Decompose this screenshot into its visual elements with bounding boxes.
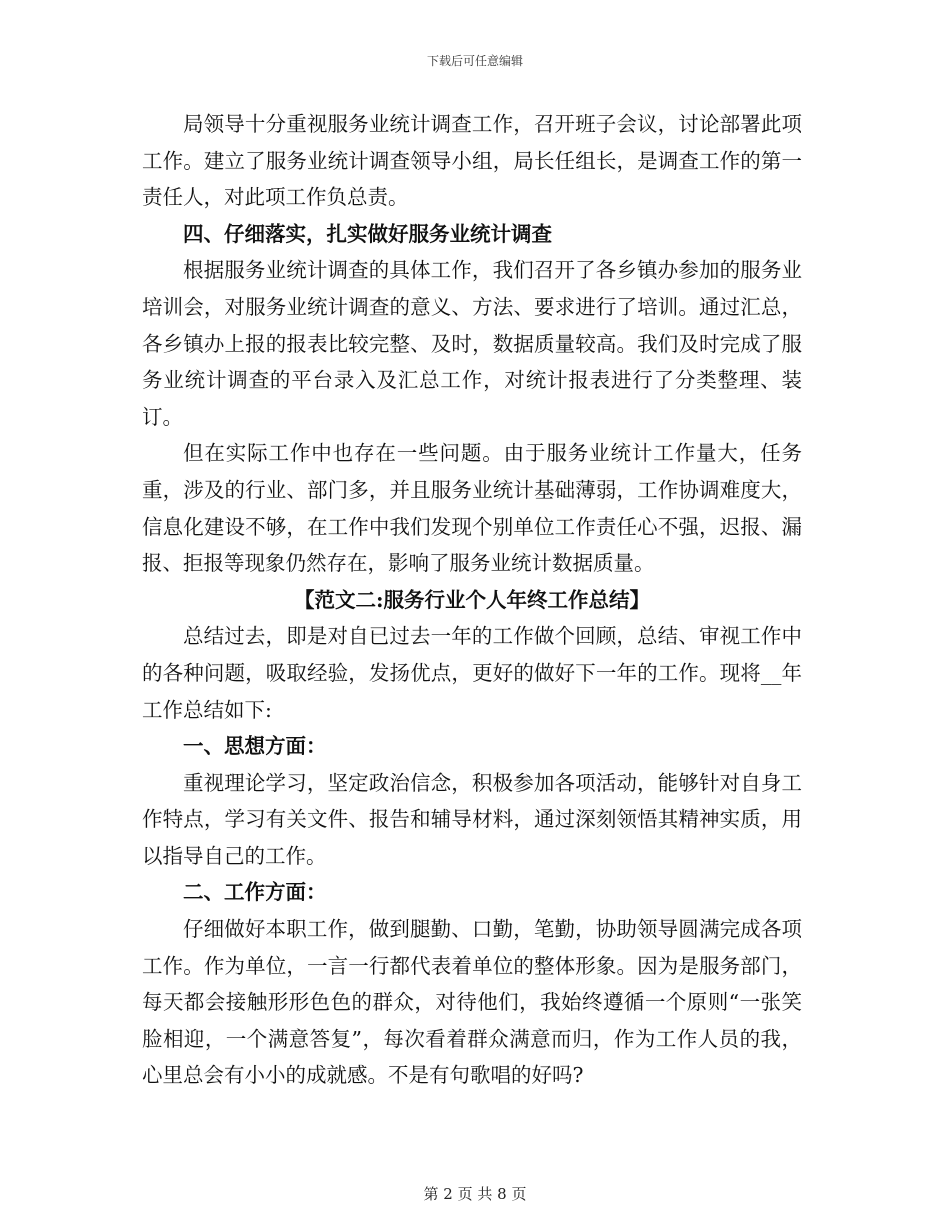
section-heading-work: 二、工作方面： [183, 880, 327, 905]
page-header-note: 下载后可任意编辑 [426, 54, 523, 68]
paragraph-leadership: 局领导十分重视服务业统计调查工作，召开班子会议，讨论部署此项工作。建立了服务业统计调查领导小组，局长任组长，是调查工作的第一责任人，对此项工作负总责。 [142, 112, 802, 210]
paragraph-thought: 重视理论学习，坚定政治信念，积极参加各项活动，能够针对自身工作特点，学习有关文件、报告和辅导材料，通过深刻领悟其精神实质，用以指导自己的工作。 [142, 770, 802, 868]
paragraph-work: 仔细做好本职工作，做到腿勤、口勤，笔勤，协助领导圆满完成各项工作。作为单位，一言一行都代表着单位的整体形象。因为是服务部门，每天都会接触形形色色的群众，对待他们，我始终遵循一个原则“一张笑脸相迎，一个满意答复”，每次看着群众满意而归，作为工作人员的我，心里总会有小小的成就感。不是有句歌唱的好吗? [142, 917, 802, 1088]
page-number-footer: 第 2 页 共 8 页 [423, 1185, 527, 1203]
paragraph-summary-intro: 总结过去，即是对自已过去一年的工作做个回顾，总结、审视工作中的各种问题，吸取经验，发扬优点，更好的做好下一年的工作。现将__年工作总结如下: [142, 624, 802, 722]
section-heading-thought: 一、思想方面： [183, 734, 327, 759]
section-heading-four: 四、仔细落实，扎实做好服务业统计调查 [183, 221, 552, 246]
paragraph-training: 根据服务业统计调查的具体工作，我们召开了各乡镇办参加的服务业培训会，对服务业统计调查的意义、方法、要求进行了培训。通过汇总，各乡镇办上报的报表比较完整、及时，数据质量较高。我们及时完成了服务业统计调查的平台录入及汇总工作，对统计报表进行了分类整理、装订。 [142, 258, 802, 429]
document-body [142, 106, 802, 1094]
paragraph-problems: 但在实际工作中也存在一些问题。由于服务业统计工作量大，任务重，涉及的行业、部门多，并且服务业统计基础薄弱，工作协调难度大，信息化建设不够，在工作中我们发现个别单位工作责任心不强，迟报、漏报、拒报等现象仍然存在，影响了服务业统计数据质量。 [142, 441, 802, 576]
sample-two-title: 【范文二:服务行业个人年终工作总结】 [293, 587, 651, 612]
